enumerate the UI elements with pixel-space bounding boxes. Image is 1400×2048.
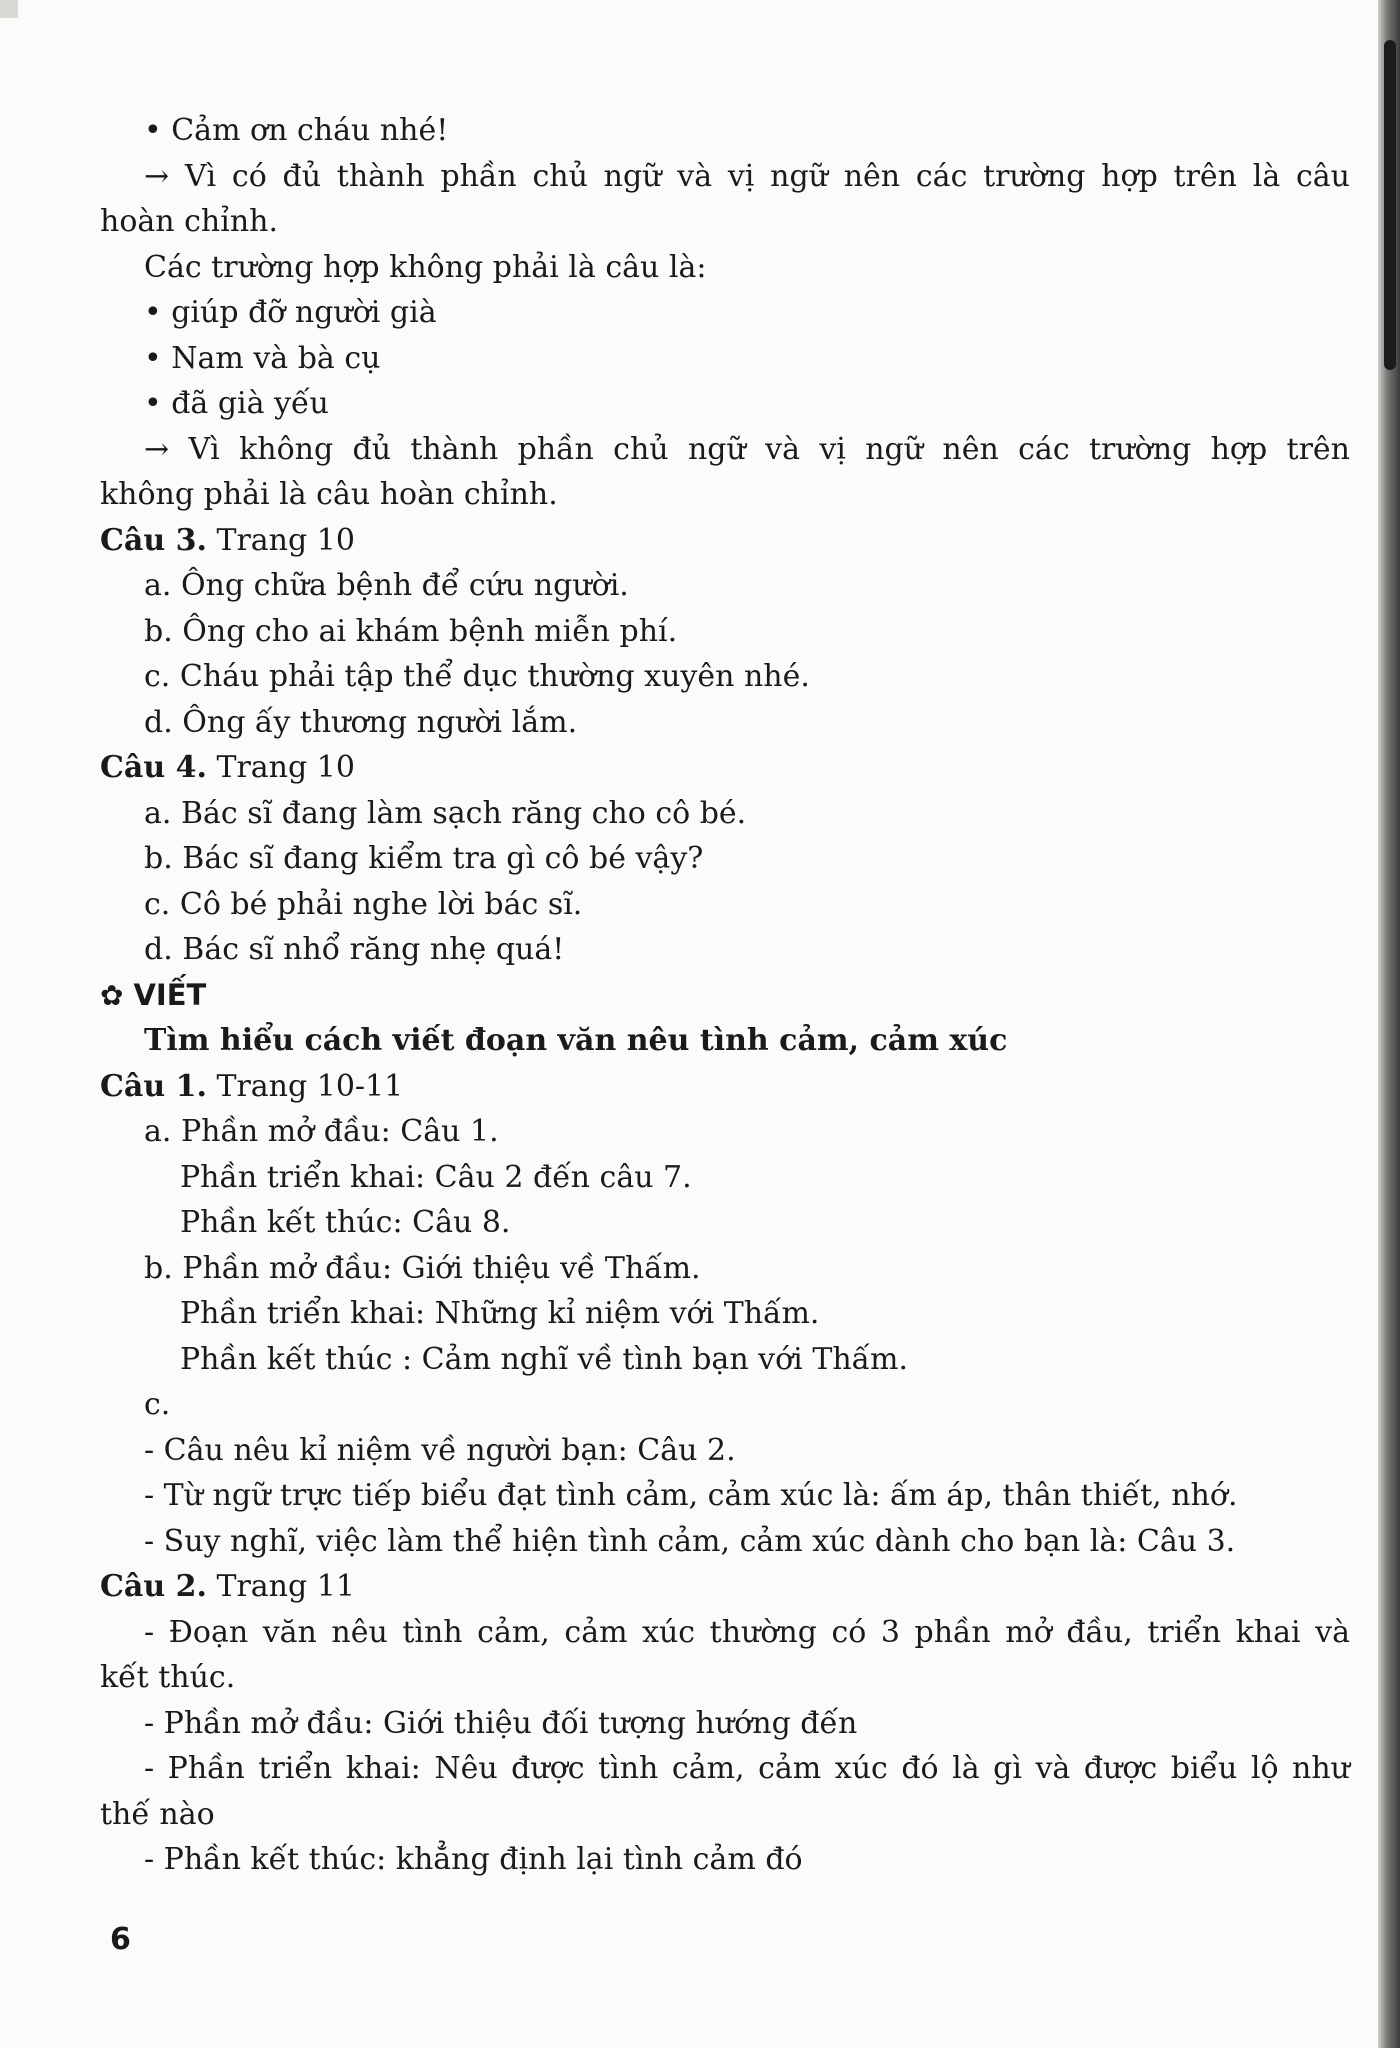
answer-item: d. Bác sĩ nhổ răng nhẹ quá! [144,932,565,967]
dash-item: - Suy nghĩ, việc làm thể hiện tình cảm, cảm xúc dành cho bạn là: Câu 3. [144,1523,1236,1559]
answer-item: b. Ông cho ai khám bệnh miễn phí. [144,613,678,649]
section-title: VIẾT [133,977,207,1012]
scan-shadow-bar [1384,40,1396,370]
dash-item: - Phần mở đầu: Giới thiệu đối tượng hướng đến [144,1705,858,1741]
question-heading-cau4 [100,745,1350,791]
question-label: Câu 4. [100,750,207,785]
section-heading-viet [100,973,1350,1019]
question-label: Câu 3. [100,522,207,558]
bullet-item: • Nam và bà cụ [144,340,381,376]
question-heading-cau3 [100,518,1350,564]
question-page: Trang 10 [216,522,355,558]
question-page: Trang 10 [216,750,355,785]
answer-item: c. Cháu phải tập thể dục thường xuyên nhé. [144,659,810,694]
flower-icon: ✿ [100,978,124,1012]
page-content [100,108,1350,1883]
dash-item: - Phần triển khai: Nêu được tình cảm, cảm xúc đó là gì và được biểu lộ như [144,1751,1350,1786]
answer-subitem: Phần triển khai: Câu 2 đến câu 7. [180,1159,692,1195]
scan-corner [0,0,18,18]
dash-item: - Câu nêu kỉ niệm về người bạn: Câu 2. [144,1432,736,1468]
answer-item: b. Bác sĩ đang kiểm tra gì cô bé vậy? [144,841,704,876]
dash-item: - Đoạn văn nêu tình cảm, cảm xúc thường có 3 phần mở đầu, triển khai và [144,1614,1350,1650]
answer-item: b. Phần mở đầu: Giới thiệu về Thấm. [144,1250,701,1286]
question-label: Câu 1. [100,1068,207,1104]
answer-subitem: Phần kết thúc : Cảm nghĩ về tình bạn với Thấm. [180,1341,909,1377]
text-line: hoàn chỉnh. [100,204,279,239]
question-page: Trang 10-11 [216,1068,404,1104]
answer-item: a. Bác sĩ đang làm sạch răng cho cô bé. [144,795,747,831]
answer-item: a. Ông chữa bệnh để cứu người. [144,568,629,603]
question-label: Câu 2. [100,1569,207,1604]
book-spine-edge [1378,0,1400,2048]
text-line: → Vì có đủ thành phần chủ ngữ và vị ngữ nên các trường hợp trên là câu [144,158,1350,194]
text-line: • Cảm ơn cháu nhé! [144,113,449,148]
page-number: 6 [110,1922,131,1957]
text-line: Các trường hợp không phải là câu là: [144,249,707,285]
bullet-item: • đã già yếu [144,386,329,421]
question-heading-viet-cau2 [100,1564,1350,1610]
dash-item: - Phần kết thúc: khẳng định lại tình cảm đó [144,1842,803,1877]
question-page: Trang 11 [216,1569,355,1604]
text-line: → Vì không đủ thành phần chủ ngữ và vị ngữ nên các trường hợp trên [144,431,1350,467]
question-heading-viet-cau1 [100,1064,1350,1110]
text-line: kết thúc. [100,1660,236,1695]
answer-item: a. Phần mở đầu: Câu 1. [144,1114,499,1149]
answer-subitem: Phần triển khai: Những kỉ niệm với Thấm. [180,1296,820,1331]
dash-item: - Từ ngữ trực tiếp biểu đạt tình cảm, cảm xúc là: ấm áp, thân thiết, nhớ. [144,1478,1238,1513]
text-line: thế nào [100,1796,215,1832]
answer-item-label: c. [144,1387,171,1422]
text-line: không phải là câu hoàn chỉnh. [100,477,558,512]
section-subtitle: Tìm hiểu cách viết đoạn văn nêu tình cảm, cảm xúc [144,1023,1008,1058]
answer-item: d. Ông ấy thương người lắm. [144,704,578,740]
answer-subitem: Phần kết thúc: Câu 8. [180,1205,511,1240]
bullet-item: • giúp đỡ người già [144,295,437,330]
answer-item: c. Cô bé phải nghe lời bác sĩ. [144,886,583,922]
